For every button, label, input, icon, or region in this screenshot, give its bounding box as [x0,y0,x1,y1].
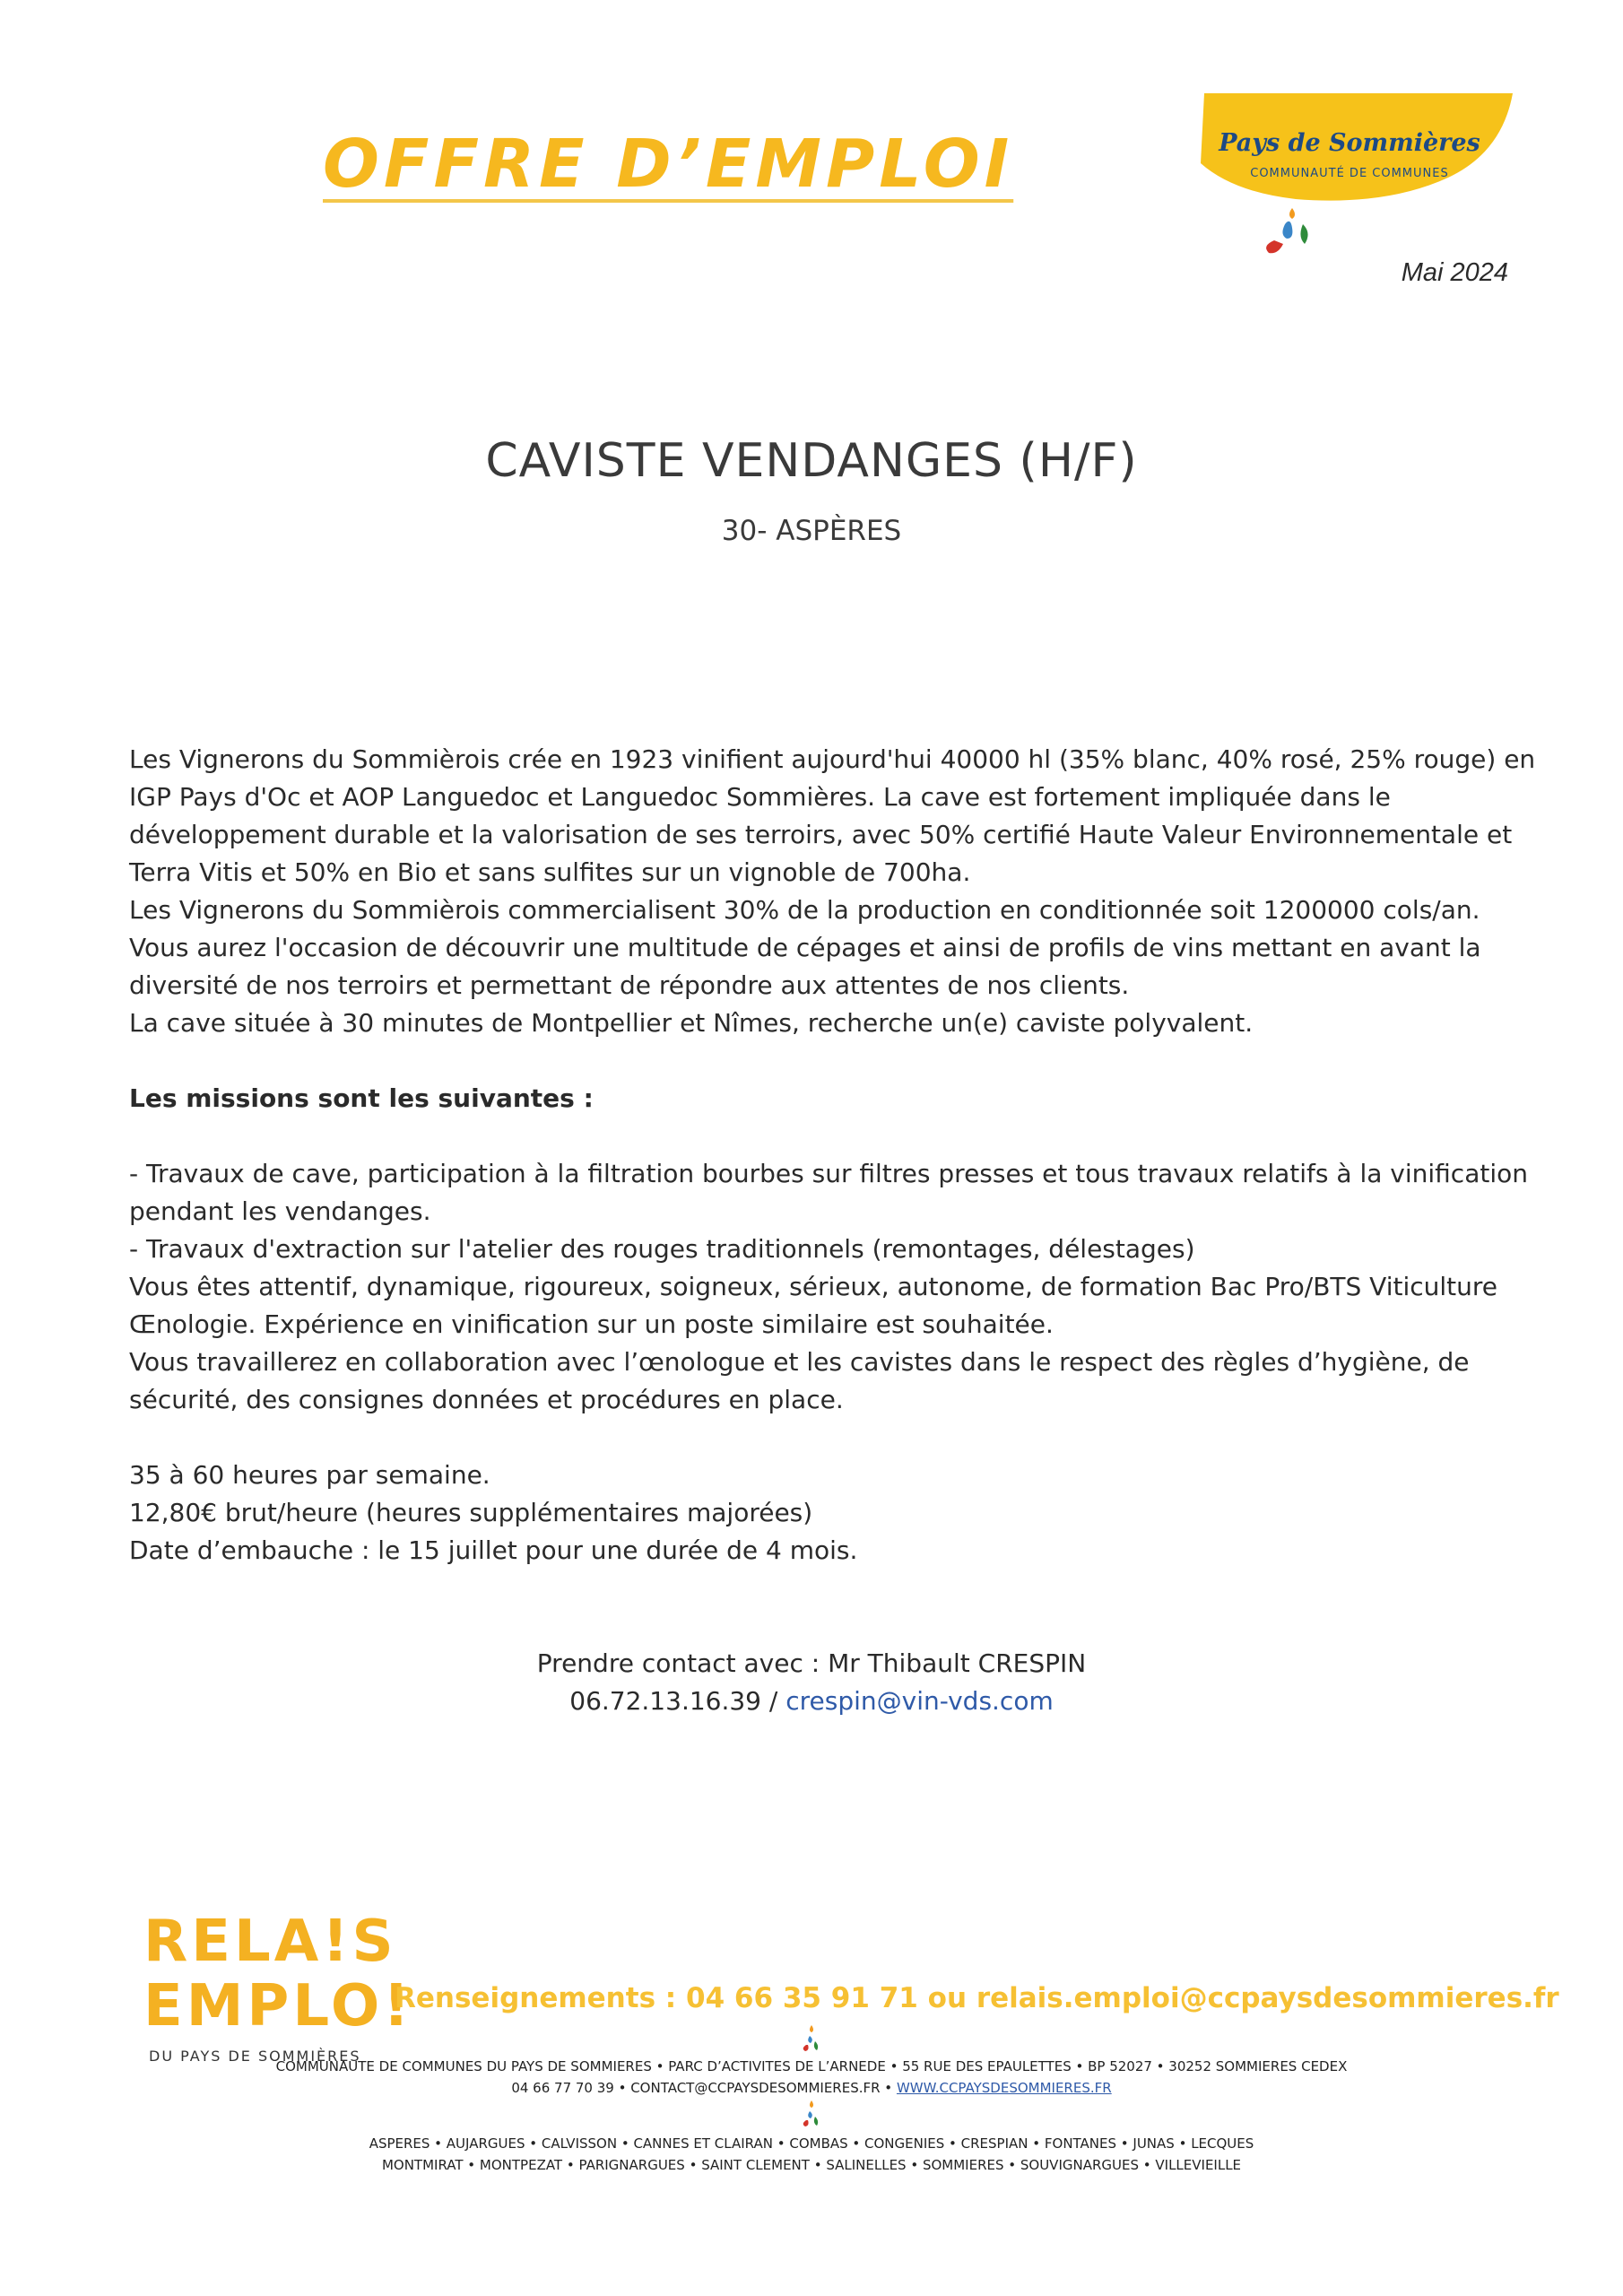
intro-line: développement durable et la valorisation de ses terroirs, avec 50% certifié Haute Valeur Environnementale et [129,820,1513,849]
mission-line: Œnologie. Expérience en vinification sur un poste similaire est souhaitée. [129,1309,1054,1339]
intro-line: IGP Pays d'Oc et AOP Languedoc et Languedoc Sommières. La cave est fortement impliquée dans le [129,782,1391,812]
relais-logo-line2: EMPLO! [143,1973,413,2039]
contact-details [0,1683,1623,1720]
contact-phone: 06.72.13.16.39 / [569,1686,778,1716]
intro-line: Les Vignerons du Sommièrois crée en 1923 vinifient aujourd'hui 40000 hl (35% blanc, 40% rosé, 25% rouge) en [129,744,1536,774]
condition-line: 35 à 60 heures par semaine. [129,1460,490,1490]
contact-person: Prendre contact avec : Mr Thibault CRESPIN [536,1648,1087,1678]
missions-heading: Les missions sont les suivantes : [129,1083,594,1113]
footer-phone-email: 04 66 77 70 39 • CONTACT@CCPAYSDESOMMIERES.FR • [511,2080,893,2096]
towns-line: ASPERES • AUJARGUES • CALVISSON • CANNES ET CLAIRAN • COMBAS • CONGENIES • CRESPIAN • FONTANES • JUNAS • LECQUES [369,2135,1254,2152]
logo-name: Pays de Sommières [1219,129,1480,157]
address-line: COMMUNAUTE DE COMMUNES DU PAYS DE SOMMIERES • PARC D’ACTIVITES DE L’ARNEDE • 55 RUE DES EPAULETTES • BP 52027 • 30252 SOMMIERES CEDEX [275,2058,1348,2074]
offer-title: OFFRE D’EMPLOI [323,126,1014,203]
mission-line: sécurité, des consignes données et procédures en place. [129,1385,844,1414]
mission-line: Vous travaillerez en collaboration avec l’œnologue et les cavistes dans le respect des règles d’hygiène, de [129,1347,1470,1377]
contact-email-link[interactable]: crespin@vin-vds.com [785,1686,1054,1716]
intro-line: Les Vignerons du Sommièrois commercialisent 30% de la production en conditionnée soit 1200000 cols/an. [129,895,1480,925]
publication-date: Mai 2024 [1401,258,1508,287]
relais-logo-line1: RELA!S [143,1909,397,1975]
intro-line: La cave située à 30 minutes de Montpellier et Nîmes, recherche un(e) caviste polyvalent. [129,1008,1254,1038]
info-line: Renseignements : 04 66 35 91 71 ou relais.emploi@ccpaysdesommieres.fr [395,1982,1559,2014]
mission-line: Vous êtes attentif, dynamique, rigoureux, soigneux, sérieux, autonome, de formation Bac Pro/BTS Viticulture [129,1272,1498,1301]
pays-de-sommieres-logo [1179,90,1520,260]
job-title: CAVISTE VENDANGES (H/F) [485,434,1138,488]
condition-line: 12,80€ brut/heure (heures supplémentaires majorées) [129,1498,813,1527]
mission-line: - Travaux d'extraction sur l'atelier des rouges traditionnels (remontages, délestages) [129,1234,1195,1264]
member-towns [0,2133,1623,2176]
mission-line: - Travaux de cave, participation à la filtration bourbes sur filtres presses et tous travaux relatifs à la vinification [129,1159,1528,1188]
relais-logo-subtitle: DU PAYS DE SOMMIÈRES [149,2048,361,2065]
condition-line: Date d’embauche : le 15 juillet pour une durée de 4 mois. [129,1535,858,1565]
intro-line: Terra Vitis et 50% en Bio et sans sulfites sur un vignoble de 700ha. [129,857,971,887]
footer-contact-line [0,2077,1623,2099]
towns-line: MONTMIRAT • MONTPEZAT • PARIGNARGUES • SAINT CLEMENT • SALINELLES • SOMMIERES • SOUVIGNARGUES • VILLEVIEILLE [381,2157,1242,2173]
contact-block [0,1645,1623,1720]
job-location: 30- ASPÈRES [721,515,902,547]
intro-line: Vous aurez l'occasion de découvrir une multitude de cépages et ainsi de profils de vins mettant en avant la [129,933,1481,962]
drops-icon [801,2023,824,2054]
website-link[interactable]: WWW.CCPAYSDESOMMIERES.FR [896,2080,1112,2096]
footer-address [0,2056,1623,2099]
job-description [129,741,1536,1570]
logo-subtitle: COMMUNAUTÉ DE COMMUNES [1250,167,1449,180]
intro-line: diversité de nos terroirs et permettant de répondre aux attentes de nos clients. [129,970,1130,1000]
mission-line: pendant les vendanges. [129,1196,431,1226]
drops-icon [801,2099,824,2129]
